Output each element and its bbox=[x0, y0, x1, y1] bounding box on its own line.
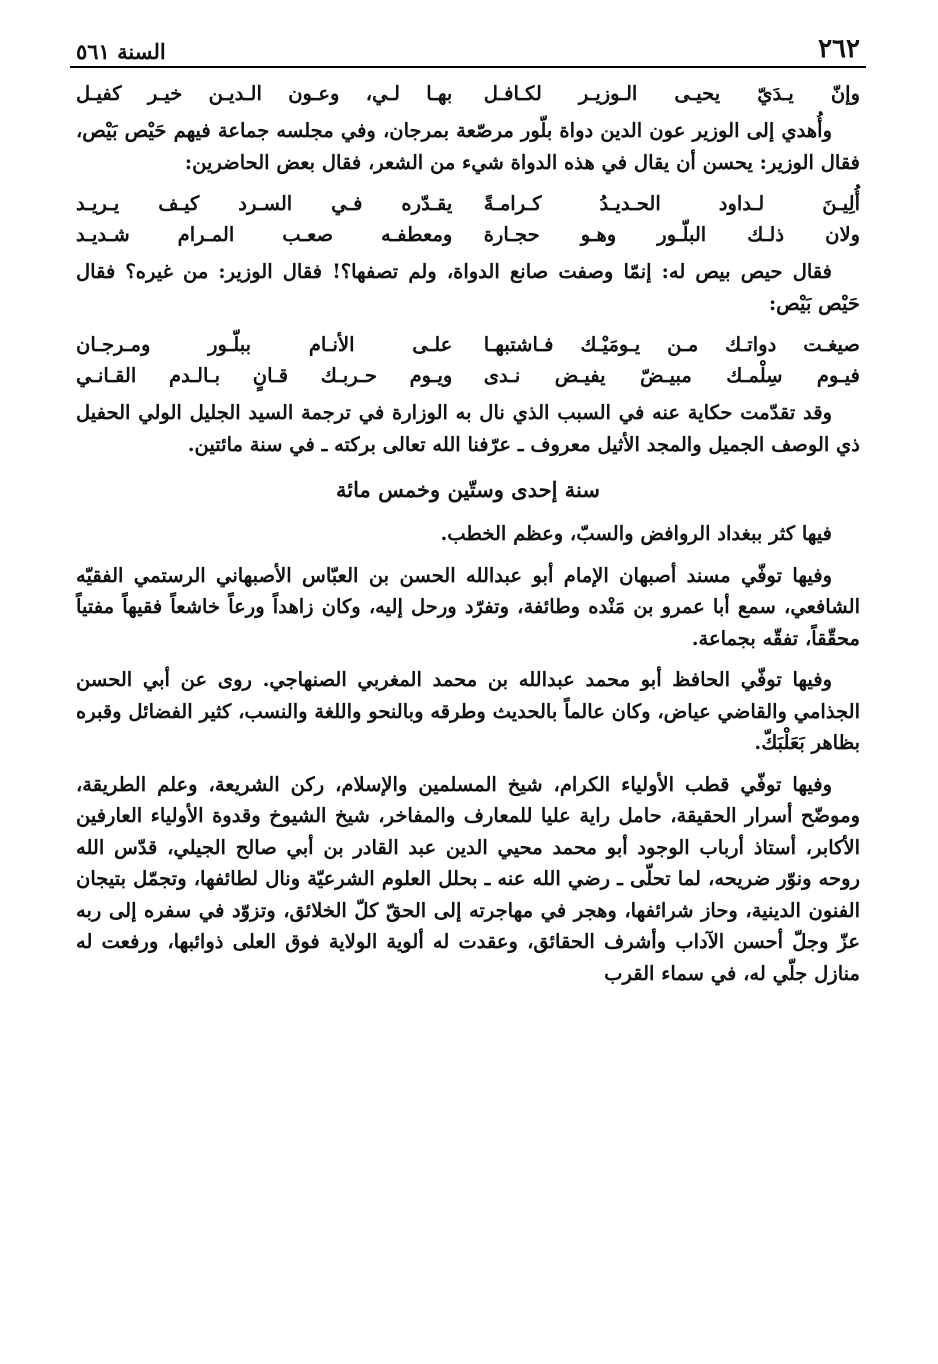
verse-second-hemistich: يقـدّره فـي السـرد كيـف يـريـد bbox=[76, 192, 453, 215]
running-title: السنة ٥٦١ bbox=[76, 39, 166, 64]
verse-first-hemistich: ولان ذلـك البلّـور وهـو حجـارة bbox=[483, 223, 860, 246]
verse-second-hemistich: علـى الأنـام ببلّـور ومـرجـان bbox=[76, 333, 453, 356]
poem-3 bbox=[76, 329, 860, 391]
verse-first-hemistich: أُلِيـنَ لـداود الحـديـدُ كـرامـةً bbox=[483, 192, 860, 215]
section-title: سنة إحدى وستّين وخمس مائة bbox=[336, 477, 600, 502]
verse-line bbox=[76, 78, 860, 109]
verse-first-hemistich: فيـوم سِلْمـك مبيـضّ يفيـض نـدى bbox=[483, 364, 860, 387]
verse-first-hemistich: صيغـت دواتـك مـن يـومَيْـك فـاشتبهـا bbox=[483, 333, 860, 356]
verse-line bbox=[76, 188, 860, 219]
book-page bbox=[70, 28, 866, 999]
verse-first-hemistich: وإنّ يـدَيّ يحيـى الـوزيـر لكـافـل bbox=[483, 82, 860, 105]
paragraph: وأُهدي إلى الوزير عون الدين دواة بلّور مرصّعة بمرجان، وفي مجلسه جماعة فيهم حَيْص بَيْص، فقال الوزير: يحسن أن يقال في هذه الدواة شيء من الشعر، فقال بعض الحاضرين: bbox=[76, 119, 860, 174]
verse-line bbox=[76, 329, 860, 360]
verse-second-hemistich: بهـا لـي، وعـون الـديـن خيـر كفيـل bbox=[76, 82, 453, 105]
paragraph: وفيها توفّي الحافظ أبو محمد عبدالله بن محمد المغربي الصنهاجي. روى عن أبي الحسن الجذامي والقاضي عياض، وكان عالماً بالحديث وطرقه وبالنحو واللغة والنسب، كثير الفضائل وقبره بظاهر بَعَلْبَكّ. bbox=[76, 668, 860, 754]
paragraph: فيها كثر ببغداد الروافض والسبّ، وعظم الخطب. bbox=[440, 522, 832, 545]
paragraph: وفيها توفّي قطب الأولياء الكرام، شيخ المسلمين والإسلام، ركن الشريعة، وعلم الطريقة، وموضّح أسرار الحقيقة، حامل راية عليا للمعارف والمفاخر، شيخ الشيوخ وقدوة الأولياء العارفين الأكابر، أستاذ أرباب الوجود أبو محمد محيي الدين عبد القادر بن أبي صالح الجيلي، قدّس الله روحه ونوّر ضريحه، لما تحلّى ـ رضي الله عنه ـ بحلل العلوم الشرعيّة ونال لطائفها، وتجمّل بتيجان الفنون الدينية، وحاز شرائفها، وهجر في مهاجرته إلى الحقّ كلّ الخلائق، وتزوّد في سفره إلى ربه عزّ وجلّ أحسن الآداب وأشرف الحقائق، وعقدت له ألوية الولاية فوق العلى ذوائبها، ورفعت له منازل جلّي له، في سماء القرب bbox=[76, 772, 860, 985]
verse-second-hemistich: ويـوم حـربـك قـانٍ بـالـدم القـانـي bbox=[76, 364, 453, 387]
paragraph: وفيها توفّي مسند أصبهان الإمام أبو عبدالله الحسن بن العبّاس الأصبهاني الرستمي الفقيّه الشافعي، سمع أبا عمرو بن مَنْده وطائفة، وتفرّد ورحل إليه، وكان زاهداً ورعاً خاشعاً فقيهاً مفتياً محقّقاً، تفقّه بجماعة. bbox=[76, 563, 860, 650]
verse-line bbox=[76, 360, 860, 391]
page-content bbox=[70, 78, 866, 989]
paragraph: وقد تقدّمت حكاية عنه في السبب الذي نال به الوزارة في ترجمة السيد الجليل الولي الحفيل ذي الوصف الجميل والمجد الأثيل معروف ـ عرّفنا الله تعالى بركته ـ في سنة مائتين. bbox=[76, 401, 860, 456]
page-header bbox=[70, 28, 866, 68]
page-number: ٢٦٢ bbox=[818, 34, 860, 64]
verse-line bbox=[76, 219, 860, 250]
poem-2 bbox=[76, 188, 860, 250]
poem-1 bbox=[76, 78, 860, 109]
verse-second-hemistich: ومعطفـه صعـب المـرام شـديـد bbox=[76, 223, 453, 246]
paragraph: فقال حيص بيص له: إنمّا وصفت صانع الدواة، ولم تصفها؟! فقال الوزير: من غيره؟ فقال حَيْص بَيْص: bbox=[76, 260, 860, 315]
